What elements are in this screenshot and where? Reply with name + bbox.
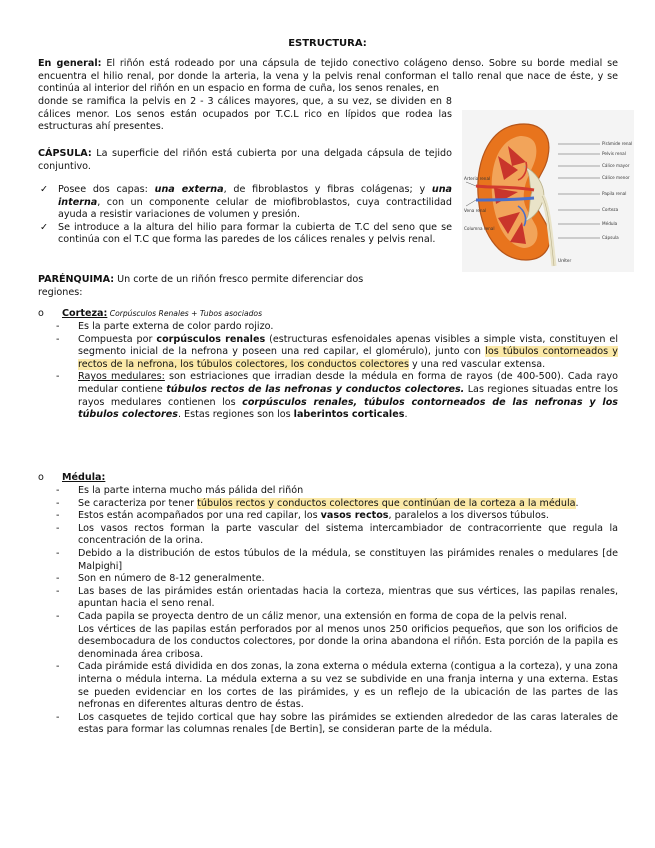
corteza-item3-emph-c: túbulos rectos de las nefronas y conductos colectores. (166, 383, 465, 395)
list-item (40, 221, 452, 247)
medula-item5-text: Debido a la distribución de estos túbulos de la médula, se constituyen las pirámides renales o medulares [de Malpighi] (78, 547, 618, 572)
list-item (56, 547, 618, 573)
capsula-text: La superficie del riñón está cubierta por una delgada cápsula de tejido conjuntivo. (38, 148, 452, 172)
figure-label-1: Pirámide renal (602, 141, 633, 146)
capsula-item2-text: Se introduce a la altura del hilio para formar la cubierta de T.C del seno que se continúa con el T.C que forma las paredes de los cálices renales y pelvis renal. (58, 221, 452, 246)
check-icon: ✓ (40, 184, 49, 195)
circle-bullet-icon: o (38, 472, 44, 483)
figure-label-8: Cápsula (602, 235, 619, 240)
medula-item3-bold-b: vasos rectos (320, 510, 389, 522)
capsula-item1-emph-d: una interna (58, 184, 453, 208)
dash-bullet: - (56, 547, 60, 559)
corteza-item2-bold-b: corpúsculos renales (156, 333, 266, 345)
corteza-item2-text-e: y una red vascular extensa. (408, 358, 546, 370)
general-paragraph (38, 58, 618, 96)
corteza-item3-text-f: . Estas regiones son los (177, 409, 294, 421)
corteza-heading (38, 308, 263, 321)
medula-item2-text-a: Se caracteriza por tener (78, 497, 198, 509)
medula-item2-text-c: . (575, 497, 579, 509)
list-item (56, 510, 618, 523)
dash-bullet: - (56, 661, 60, 673)
general-text-2: donde se ramifica la pelvis en 2 - 3 cálices mayores, que, a su vez, se dividen en 8 cálices menor. Los senos están ocupados por T.C.L rico en lípidos que rodea las estructuras ahí presentes. (38, 96, 452, 133)
corteza-item3-text-d: Las regiones situadas entre los rayos medulares contienen los (78, 383, 618, 408)
kidney-figure (462, 110, 634, 272)
figure-label-7: Médula (602, 221, 618, 226)
list-item (56, 522, 618, 548)
medula-list (56, 485, 618, 737)
list-item (56, 371, 619, 421)
corteza-item2-highlight-d: los túbulos contorneados y rectos de la nefrona, los túbulos colectores, los conductos colectores (78, 346, 618, 370)
check-icon: ✓ (40, 221, 49, 233)
corteza-list (56, 321, 619, 422)
figure-label-9: Arteria renal (464, 176, 491, 181)
dash-bullet: - (56, 522, 60, 534)
medula-item4-text: Los vasos rectos forman la parte vascular del sistema intercambiador de contracorriente que regula la concentración de la orina. (78, 522, 618, 547)
dash-bullet: - (56, 610, 60, 622)
figure-label-10: Vena renal (464, 208, 487, 213)
list-item (56, 610, 618, 661)
general-label: En general: (38, 58, 102, 69)
medula-item2-highlight-b: túbulos rectos y conductos colectores que continúan de la corteza a la médula (197, 497, 576, 509)
figure-label-6: Corteza (602, 207, 619, 212)
figure-label-5: Papila renal (602, 191, 627, 196)
figure-label-4: Cálice menor (602, 175, 630, 180)
corteza-item3-underline-a: Rayos medulares: (78, 371, 165, 383)
dash-bullet: - (56, 585, 60, 597)
dash-bullet: - (56, 321, 60, 332)
list-item (56, 711, 618, 737)
list-item (56, 485, 618, 498)
medula-item9-text: Cada pirámide está dividida en dos zonas, la zona externa o médula externa (contigua a la corteza), y una zona interna o médula interna. La médula externa a su vez se subdivide en una franja interna y una externa. Estas se pueden evidenciar en los cortes de las pirámides, y es un reflejo de la ubicación de las partes de las nefronas en diferentes alturas dentro de éstas. (78, 661, 618, 711)
parenquima-text: Un corte de un riñón fresco permite diferenciar dos regiones: (38, 274, 364, 298)
capsula-item1-text-e: , con un componente celular de miofibroblastos, cuya contractilidad ayuda a resistir variaciones de volumen y presión. (58, 196, 452, 221)
capsula-item1-emph-b: una externa (154, 184, 224, 195)
dash-bullet: - (56, 711, 60, 723)
corteza-item3-text-h: . (404, 409, 408, 421)
corteza-item3-bold-g: laberintos corticales (293, 409, 405, 421)
list-item (40, 184, 453, 222)
corteza-item3-text-b: son estriaciones que irradian desde la médula en forma de rayos (de 400-500). Cada rayo medular contiene (78, 371, 619, 395)
medula-item8-text: Cada papila se proyecta dentro de un cáliz menor, una extensión en forma de copa de la pelvis renal. (78, 610, 568, 622)
list-item (56, 585, 618, 611)
medula-item10-text: Los casquetes de tejido cortical que hay sobre las pirámides se extienden alrededor de las caras laterales de estas para formar las columnas renales [de Bertin], se consideran parte de la médula. (78, 711, 618, 736)
medula-item8b-text: Los vértices de las papilas están perforados por al menos unos 250 orificios pequeños, que son los orificios de desembocadura de los conductos colectores, por donde la orina abandona el riñón. Esta porción de la papila es denominada área cribosa. (78, 623, 618, 660)
dash-bullet: - (56, 497, 60, 509)
figure-label-11: Uréter (558, 258, 572, 263)
figure-label-2: Pelvis renal (602, 151, 626, 156)
list-item (56, 661, 618, 711)
circle-bullet-icon: o (38, 308, 44, 319)
dash-bullet: - (56, 485, 60, 496)
medula-item3-text-a: Estos están acompañados por una red capilar, los (78, 510, 321, 522)
corteza-item2-text-a: Compuesta por (78, 333, 157, 345)
parenquima-label: PARÉNQUIMA: (38, 274, 115, 285)
kidney-illustration (462, 110, 634, 272)
medula-label: Médula: (62, 472, 106, 483)
dash-bullet: - (56, 371, 60, 383)
corteza-item3-emph-e: corpúsculos renales, túbulos contorneados de las nefronas y los túbulos colectores (78, 396, 618, 421)
capsula-label: CÁPSULA: (38, 148, 92, 159)
medula-heading (38, 472, 106, 485)
general-text: El riñón está rodeado por una cápsula de tejido conectivo colágeno denso. Sobre su borde medial se encuentra el hilio renal, por donde la arteria, la vena y la pelvis renal conforman el tallo renal que nace de éste, y se continúa al interior del riñón en un espacio en forma de cuña, los senos renales, en (38, 58, 618, 95)
page-title: ESTRUCTURA: (288, 38, 367, 49)
corteza-label: Corteza: (62, 308, 108, 319)
figure-label-3: Cálice mayor (602, 163, 630, 168)
medula-item6-text: Son en número de 8-12 generalmente. (78, 573, 265, 585)
dash-bullet: - (56, 333, 60, 345)
capsula-item1-text-c: , de fibroblastos y fibras colágenas; y (223, 184, 432, 195)
corteza-item1-text: Es la parte externa de color pardo rojizo. (78, 321, 274, 332)
dash-bullet: - (56, 510, 60, 522)
list-item (56, 573, 618, 586)
list-item (56, 321, 618, 334)
capsula-list (40, 184, 453, 247)
list-item (56, 497, 618, 511)
corteza-note: Corpúsculos Renales + Tubos asociados (107, 309, 263, 318)
dash-bullet: - (56, 573, 60, 585)
general-paragraph-2 (38, 96, 452, 134)
medula-item3-text-c: , paralelos a los diversos túbulos. (388, 510, 549, 522)
capsula-item1-text-a: Posee dos capas: (58, 184, 155, 195)
medula-item1-text: Es la parte interna mucho más pálida del riñón (78, 485, 304, 496)
parenquima-paragraph (38, 274, 408, 299)
corteza-item2-text-c: (estructuras esfenoidales apenas visibles a simple vista, constituyen el segmento inicial de la nefrona y poseen una red capilar, el glomérulo), junto con (78, 333, 618, 358)
figure-label-12: Columna renal (464, 226, 495, 231)
medula-item7-text: Las bases de las pirámides están orientadas hacia la corteza, mientras que sus vértices, las papilas renales, apuntan hacia el seno renal. (78, 585, 618, 610)
list-item (56, 333, 618, 372)
capsula-paragraph (38, 148, 452, 173)
